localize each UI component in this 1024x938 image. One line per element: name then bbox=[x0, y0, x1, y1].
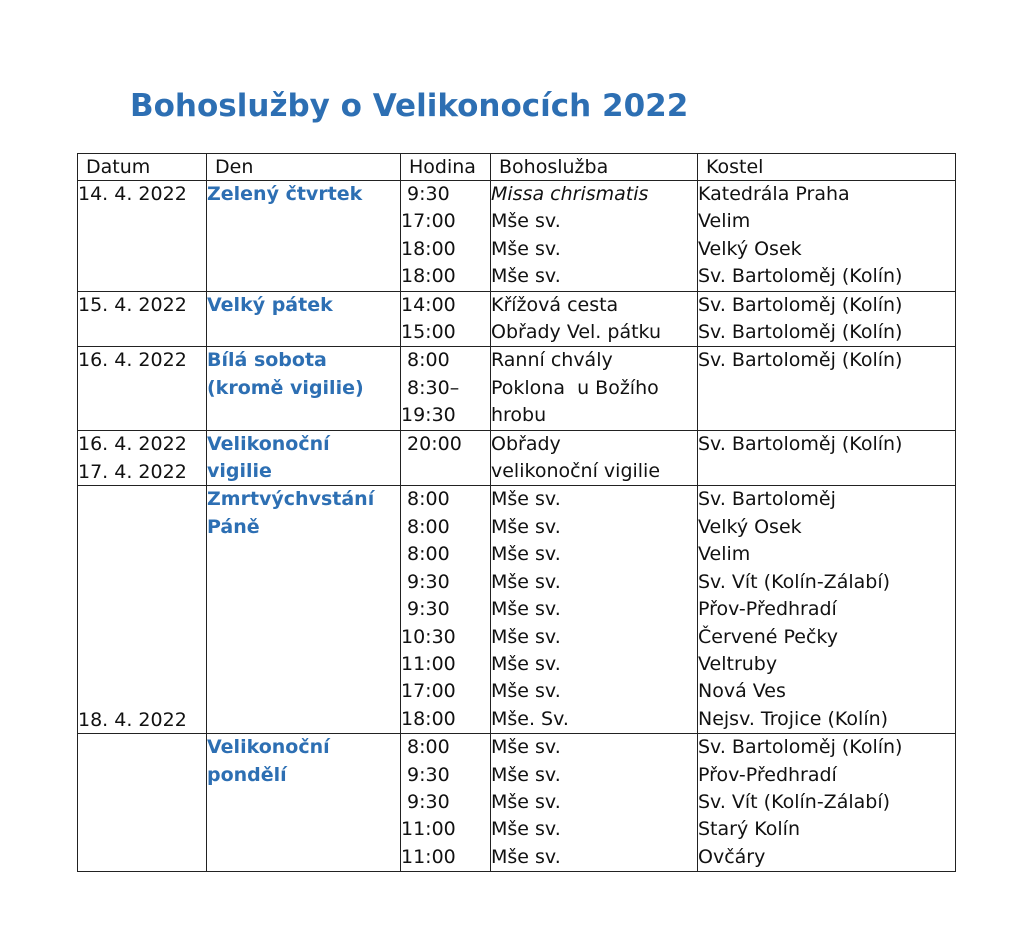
service-cell: Ranní chvály Poklona u Božího hrobu bbox=[491, 347, 698, 430]
hour-cell: 8:00 8:00 8:00 9:30 9:30 10:30 11:00 17:00 18:00 bbox=[401, 486, 491, 734]
day-cell: Velikonoční pondělí bbox=[207, 734, 401, 872]
date-cell: 16. 4. 2022 bbox=[78, 430, 207, 486]
church-cell: Sv. Bartoloměj (Kolín) Sv. Bartoloměj (Kolín) bbox=[698, 291, 956, 347]
day-cell: Velký pátek bbox=[207, 291, 401, 347]
table-row bbox=[78, 734, 956, 872]
table-row bbox=[78, 430, 956, 486]
service-cell: Obřady velikonoční vigilie bbox=[491, 430, 698, 486]
date-cell: 18. 4. 2022 bbox=[78, 734, 207, 872]
page-title: Bohoslužby o Velikonocích 2022 bbox=[130, 88, 689, 124]
date-cell: 17. 4. 2022 bbox=[78, 486, 207, 734]
date-cell: 16. 4. 2022 bbox=[78, 347, 207, 430]
header-date: Datum bbox=[78, 154, 207, 181]
date-cell: 15. 4. 2022 bbox=[78, 291, 207, 347]
service-cell: Mše sv. Mše sv. Mše sv. Mše sv. Mše sv. bbox=[491, 734, 698, 872]
church-cell: Sv. Bartoloměj (Kolín) bbox=[698, 347, 956, 430]
church-cell: Sv. Bartoloměj (Kolín) Přov-Předhradí Sv. Vít (Kolín-Zálabí) Starý Kolín Ovčáry bbox=[698, 734, 956, 872]
header-service: Bohoslužba bbox=[491, 154, 698, 181]
hour-cell: 8:00 9:30 9:30 11:00 11:00 bbox=[401, 734, 491, 872]
header-church: Kostel bbox=[698, 154, 956, 181]
day-cell: Zelený čtvrtek bbox=[207, 181, 401, 292]
hour-cell: 20:00 bbox=[401, 430, 491, 486]
hour-cell: 14:00 15:00 bbox=[401, 291, 491, 347]
day-cell: Velikonoční vigilie bbox=[207, 430, 401, 486]
church-cell: Sv. Bartoloměj (Kolín) bbox=[698, 430, 956, 486]
service-cell: Křížová cesta Obřady Vel. pátku bbox=[491, 291, 698, 347]
header-hour: Hodina bbox=[401, 154, 491, 181]
date-cell: 14. 4. 2022 bbox=[78, 181, 207, 292]
service-cell: Mše sv. Mše sv. Mše sv. Mše sv. Mše sv. Mše sv. Mše sv. Mše sv. Mše. Sv. bbox=[491, 486, 698, 734]
day-cell: Bílá sobota (kromě vigilie) bbox=[207, 347, 401, 430]
service-cell: Missa chrismatis Mše sv. Mše sv. Mše sv. bbox=[491, 181, 698, 292]
table-row bbox=[78, 486, 956, 734]
hour-cell: 8:00 8:30– 19:30 bbox=[401, 347, 491, 430]
church-cell: Katedrála Praha Velim Velký Osek Sv. Bartoloměj (Kolín) bbox=[698, 181, 956, 292]
table-row bbox=[78, 181, 956, 292]
table-row bbox=[78, 347, 956, 430]
hour-cell: 9:30 17:00 18:00 18:00 bbox=[401, 181, 491, 292]
header-day: Den bbox=[207, 154, 401, 181]
church-cell: Sv. Bartoloměj Velký Osek Velim Sv. Vít (Kolín-Zálabí) Přov-Předhradí Červené Pečky Veltruby Nová Ves Nejsv. Trojice (Kolín) bbox=[698, 486, 956, 734]
schedule-table bbox=[77, 153, 956, 872]
table-row bbox=[78, 291, 956, 347]
table-header-row bbox=[78, 154, 956, 181]
day-cell: Zmrtvýchvstání Páně bbox=[207, 486, 401, 734]
